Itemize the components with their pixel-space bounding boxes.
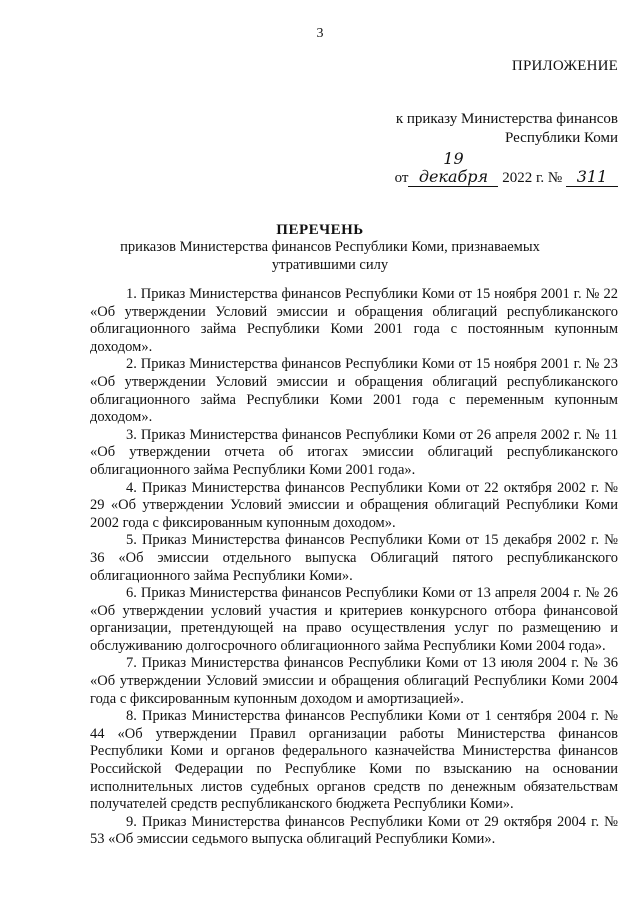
- reference-date-line: [395, 150, 618, 188]
- list-item: 6. Приказ Министерства финансов Республики Коми от 13 апреля 2004 г. № 26 «Об утверждении условий участия и критериев конкурсного отбора финансовой организации, претендующей на право осуществления услуг по размещению и обслуживанию долгосрочного облигационного займа Республики Коми 2004 года».: [90, 585, 618, 654]
- reference-line-2: Республики Коми: [505, 130, 618, 146]
- order-reference: [395, 110, 618, 188]
- handwritten-date: 19 декабря: [408, 150, 498, 187]
- list-item: 7. Приказ Министерства финансов Республики Коми от 13 июля 2004 г. № 36 «Об утверждении Условий эмиссии и обращения облигаций Республики Коми 2004 года с фиксированным купонным доходом и амортизацией».: [90, 655, 618, 707]
- year-label: 2022 г. №: [502, 170, 563, 186]
- list-item: 4. Приказ Министерства финансов Республики Коми от 22 октября 2002 г. № 29 «Об утверждении Условий эмиссии и обращения облигаций Республики Коми 2002 года с фиксированным купонным доходом».: [90, 479, 618, 531]
- page-number: 3: [316, 26, 324, 41]
- list-item: 3. Приказ Министерства финансов Республики Коми от 26 апреля 2002 г. № 11 «Об утверждении отчета об итогах эмиссии облигаций республиканского облигационного займа Республики Коми 2001 года».: [90, 426, 618, 478]
- reference-line-1: к приказу Министерства финансов: [395, 111, 618, 127]
- list-title: ПЕРЕЧЕНЬ: [276, 222, 364, 238]
- appendix-title: ПРИЛОЖЕНИЕ: [511, 58, 618, 74]
- handwritten-order-number: 311: [566, 168, 618, 187]
- list-subtitle: приказов Министерства финансов Республики Коми, признаваемых утратившими силу: [120, 239, 540, 273]
- from-label: от: [394, 170, 409, 186]
- list-item: 2. Приказ Министерства финансов Республики Коми от 15 ноября 2001 г. № 23 «Об утверждении Условий эмиссии и обращения облигаций республиканского облигационного займа Республики Коми 2001 года с переменным купонным доходом».: [90, 356, 618, 426]
- list-item: 8. Приказ Министерства финансов Республики Коми от 1 сентября 2004 г. № 44 «Об утверждении Правил организации работы Министерства финансов Республики Коми и органов федерального казначейства Министерства финансов Российской Федерации по Республике Коми по взысканию на основании исполнительных листов судебных органов средств по денежным обязательствам получателей средств республиканского бюджета Республики Коми».: [90, 708, 618, 813]
- list-item: 9. Приказ Министерства финансов Республики Коми от 29 октября 2004 г. № 53 «Об эмиссии седьмого выпуска облигаций Республики Коми».: [90, 813, 618, 848]
- order-list: [90, 286, 618, 849]
- list-item: 1. Приказ Министерства финансов Республики Коми от 15 ноября 2001 г. № 22 «Об утверждении Условий эмиссии и обращения облигаций республиканского облигационного займа Республики Коми 2001 года с постоянным купонным доходом».: [90, 286, 618, 355]
- list-item: 5. Приказ Министерства финансов Республики Коми от 15 декабря 2002 г. № 36 «Об эмиссии отдельного выпуска Облигаций пятого республиканского облигационного займа Республики Коми».: [90, 532, 618, 584]
